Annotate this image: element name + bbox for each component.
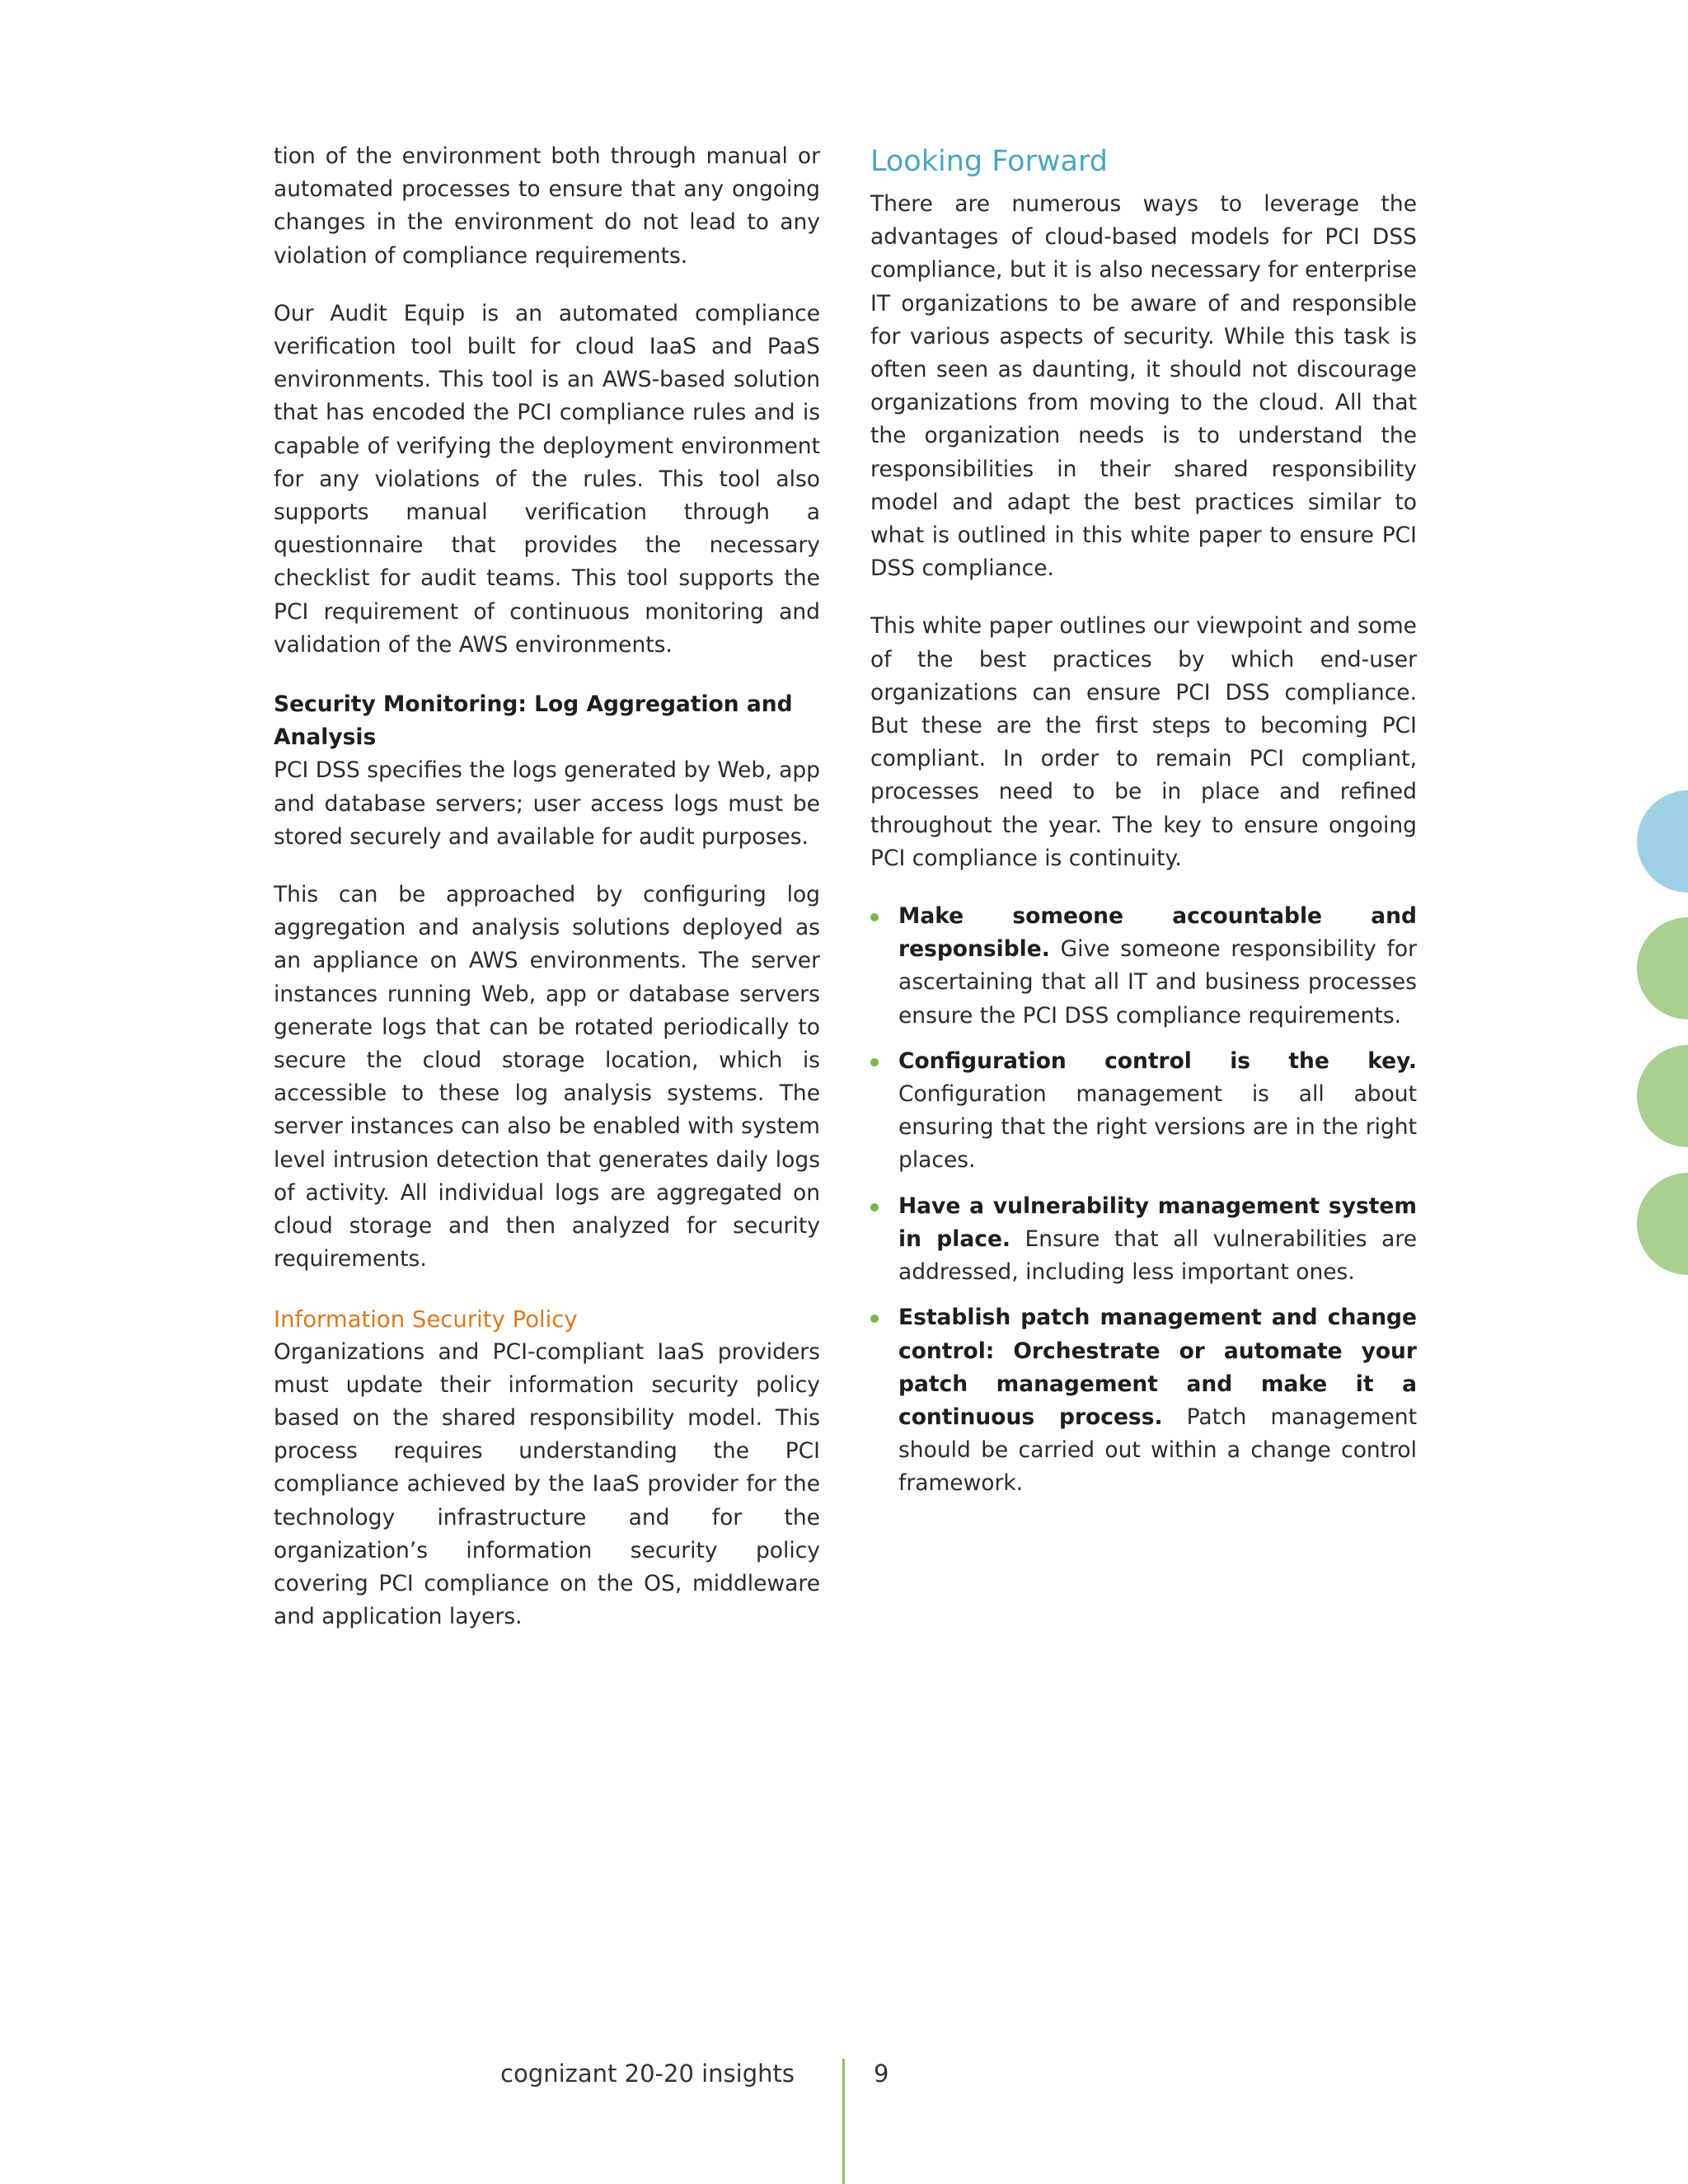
left-column [274, 140, 820, 1633]
list-item [870, 1301, 1417, 1500]
list-item [870, 1045, 1417, 1178]
list-item-lead: Configuration control is the key. [898, 1047, 1417, 1074]
list-item [870, 900, 1417, 1033]
list-item-text: Give someone responsibility for ascertaining that all IT and business processes ensure the PCI DSS compliance requirements. [898, 936, 1417, 1029]
paragraph-continuation: tion of the environment both through manual or automated processes to ensure that any ongoing changes in the environment do not lead to any violation of compliance requirements. [274, 143, 820, 269]
paragraph-log-aggregation: This can be approached by configuring log aggregation and analysis solutions deployed as an appliance on AWS environments. The server instances running Web, app or database servers generate logs that can be rotated periodically to secure the cloud storage location, which is accessible to these log analysis systems. The server instances can also be enabled with system level intrusion detection that generates daily logs of activity. All individual logs are aggregated on cloud storage and then analyzed for security requirements. [274, 882, 820, 1272]
subheading-information-security-policy: Information Security Policy [274, 1305, 578, 1333]
list-item-lead: Make someone accountable and responsible. [898, 903, 1417, 963]
best-practices-list [870, 900, 1417, 1500]
paragraph-cloud-advantages: There are numerous ways to leverage the advantages of cloud-based models for PCI DSS compliance, but it is also necessary for enterprise IT organizations to be aware of and responsible for various aspects of security. While this task is often seen as daunting, it should not discourage organizations from moving to the cloud. All that the organization needs is to understand the responsibilities in their shared responsibility model and adapt the best practices similar to what is outlined in this white paper to ensure PCI DSS compliance. [870, 191, 1417, 582]
paragraph-pci-logs: PCI DSS specifies the logs generated by Web, app and database servers; user access logs must be stored securely and available for audit purposes. [274, 757, 820, 850]
bullet-dot-icon [870, 1203, 879, 1212]
bullet-dot-icon [870, 913, 879, 921]
list-item-lead: Establish patch management and change control: Orchestrate or automate your patch management and make it a continuous process. [898, 1305, 1417, 1430]
paragraph-audit-equip: Our Audit Equip is an automated compliance verification tool built for cloud IaaS and PaaS environments. This tool is an AWS-based solution that has encoded the PCI compliance rules and is capable of verifying the deployment environment for any violations of the rules. This tool also supports manual verification through a questionnaire that provides the necessary checklist for audit teams. This tool supports the PCI requirement of continuous monitoring and validation of the AWS environments. [274, 300, 820, 658]
subheading-security-monitoring: Security Monitoring: Log Aggregation and Analysis [274, 691, 793, 751]
decorative-green-circle [1637, 1173, 1688, 1275]
bullet-dot-icon [870, 1058, 879, 1066]
decorative-green-circle [1637, 1045, 1688, 1147]
section-heading-looking-forward: Looking Forward [870, 145, 1108, 178]
list-item-text: Ensure that all vulnerabilities are addressed, including less important ones. [898, 1226, 1418, 1286]
decorative-blue-circle [1637, 790, 1688, 893]
footer-brand: cognizant 20-20 insights [500, 2060, 795, 2088]
paragraph-white-paper-outline: This white paper outlines our viewpoint and some of the best practices by which end-user organizations can ensure PCI DSS compliance. But these are the first steps to becoming PCI compliant. In order to remain PCI compliant, processes need to be in place and refined throughout the year. The key to ensure ongoing PCI compliance is continuity. [870, 613, 1417, 871]
list-item [870, 1190, 1417, 1290]
bullet-dot-icon [870, 1315, 879, 1323]
decorative-green-circle [1637, 917, 1688, 1019]
list-item-text: Configuration management is all about ensuring that the right versions are in the right places. [898, 1081, 1417, 1174]
paragraph-security-policy: Organizations and PCI-compliant IaaS providers must update their information security policy based on the shared responsibility model. This process requires understanding the PCI compliance achieved by the IaaS provider for the technology infrastructure and for the organization’s information security policy covering PCI compliance on the OS, middleware and application layers. [274, 1338, 820, 1630]
page-number: 9 [874, 2060, 889, 2088]
right-column [870, 140, 1417, 1513]
footer-divider [842, 2059, 845, 2184]
list-item-text: Patch management should be carried out within a change control framework. [898, 1404, 1417, 1497]
list-item-lead: Have a vulnerability management system in place. [898, 1193, 1417, 1252]
